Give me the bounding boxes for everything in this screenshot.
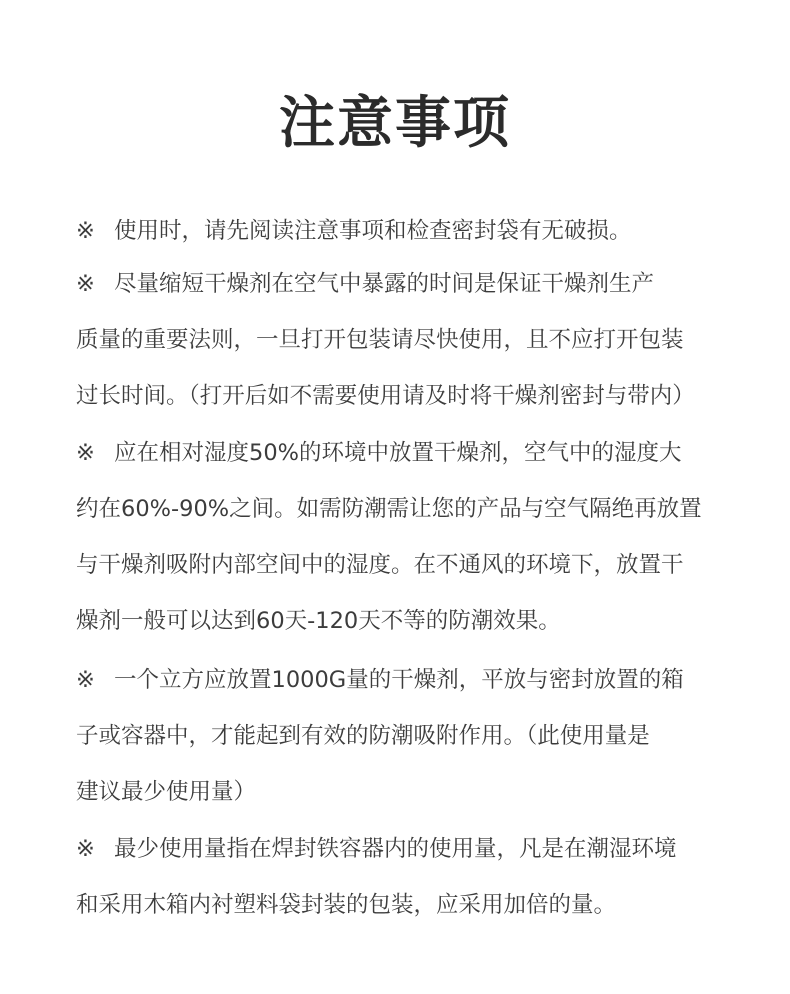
notice-text: 子或容器中，才能起到有效的防潮吸附作用。（此使用量是 xyxy=(76,723,650,749)
reference-mark: ※ xyxy=(76,218,95,244)
notice-text: 与干燥剂吸附内部空间中的湿度。在不通风的环境下，放置干 xyxy=(76,552,684,578)
notice-item-4 xyxy=(76,652,736,820)
notice-text: 一个立方应放置1000G量的干燥剂，平放与密封放置的箱 xyxy=(114,667,684,693)
notice-text: 使用时，请先阅读注意事项和检查密封袋有无破损。 xyxy=(114,218,632,244)
reference-mark: ※ xyxy=(76,440,95,466)
reference-mark: ※ xyxy=(76,836,95,862)
notice-item-5 xyxy=(76,821,736,933)
page-title: 注意事项 xyxy=(279,91,511,156)
notice-item-2 xyxy=(76,256,736,424)
notice-text: 建议最少使用量） xyxy=(76,779,257,805)
notice-text: 燥剂一般可以达到60天-120天不等的防潮效果。 xyxy=(76,608,561,634)
notice-item-3 xyxy=(76,425,736,649)
notice-item-1 xyxy=(76,203,736,259)
notice-text: 最少使用量指在焊封铁容器内的使用量，凡是在潮湿环境 xyxy=(114,836,677,862)
notice-text: 约在60%-90%之间。如需防潮需让您的产品与空气隔绝再放置 xyxy=(76,496,702,522)
notice-text: 和采用木箱内衬塑料袋封装的包装，应采用加倍的量。 xyxy=(76,892,617,918)
notice-text: 尽量缩短干燥剂在空气中暴露的时间是保证干燥剂生产 xyxy=(114,271,655,297)
reference-mark: ※ xyxy=(76,667,95,693)
reference-mark: ※ xyxy=(76,271,95,297)
notice-text: 过长时间。（打开后如不需要使用请及时将干燥剂密封与带内） xyxy=(76,383,695,409)
notice-text: 应在相对湿度50%的环境中放置干燥剂，空气中的湿度大 xyxy=(114,440,682,466)
notice-text: 质量的重要法则，一旦打开包装请尽快使用，且不应打开包装 xyxy=(76,327,684,353)
